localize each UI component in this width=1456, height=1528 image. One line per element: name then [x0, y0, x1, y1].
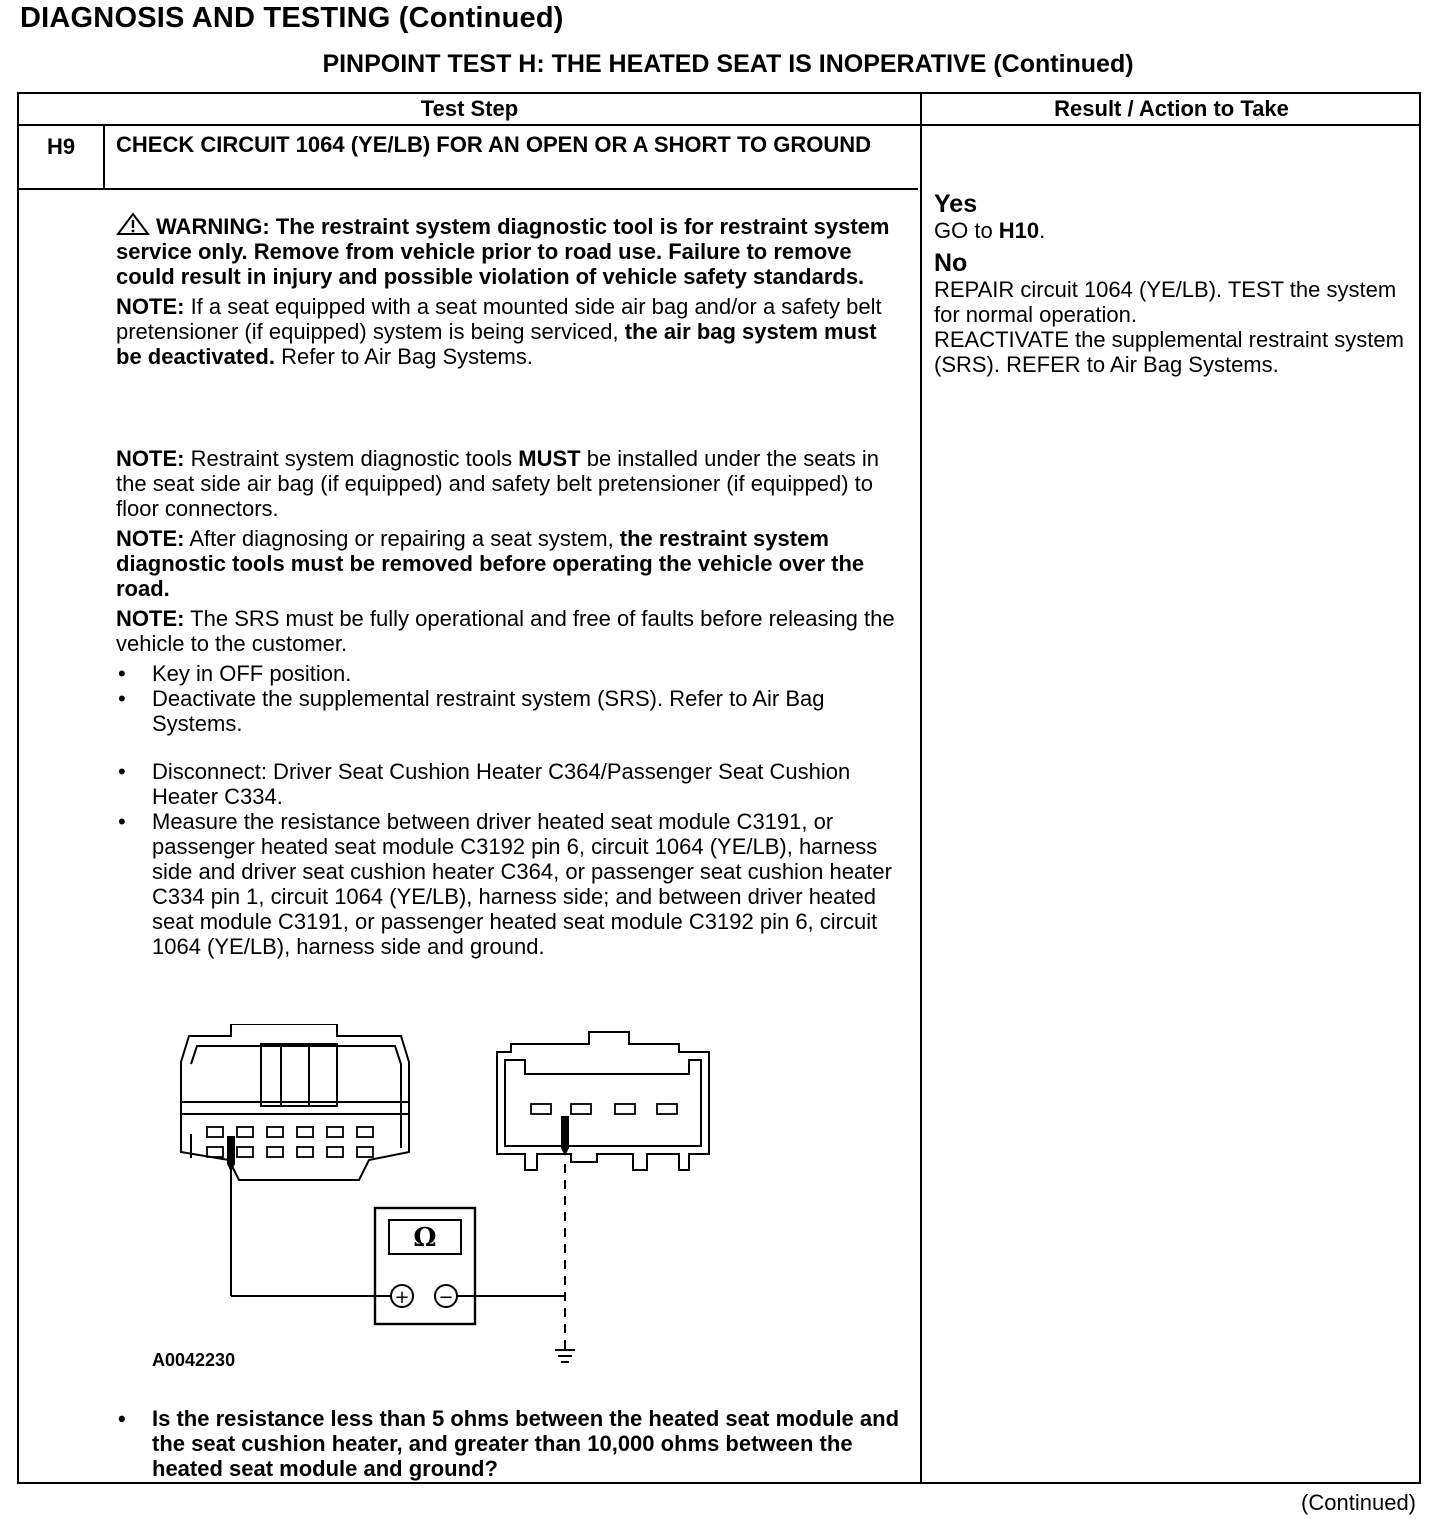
question-block — [116, 1406, 906, 1481]
ground-icon — [555, 1350, 575, 1362]
result-yes-label: Yes — [934, 190, 978, 218]
result-no-label: No — [934, 249, 968, 277]
probe-negative-icon — [561, 1116, 569, 1156]
seat-cushion-heater-connector — [497, 1032, 709, 1170]
page-title: DIAGNOSIS AND TESTING (Continued) — [20, 2, 564, 34]
result-no-action-repair: REPAIR circuit 1064 (YE/LB). TEST the system for normal operation. — [934, 277, 1397, 327]
procedure-list-2 — [116, 759, 906, 959]
note-airbag-deactivation: NOTE: If a seat equipped with a seat mounted side air bag and/or a safety belt pretensioner (if equipped) system is being serviced, the air bag system must be deactivated. Refer to Air Bag Systems. — [116, 294, 882, 369]
note-remove-tools: NOTE: After diagnosing or repairing a seat system, the restraint system diagnostic tools must be removed before operating the vehicle over the road. — [116, 526, 865, 601]
probe-positive-icon — [227, 1136, 235, 1172]
ohm-symbol: Ω — [413, 1223, 437, 1253]
list-item: • Measure the resistance between driver heated seat module C3191, or passenger heated seat module C3192 pin 6, circuit 1064 (YE/LB), harness side and driver seat cushion heater C364, or passenger seat cushion heater C334 pin 1, circuit 1064 (YE/LB), harness side; and between driver heated seat module C3191, or passenger heated seat module C3192 pin 6, circuit 1064 (YE/LB), harness side and ground. — [116, 809, 906, 959]
list-item: • Disconnect: Driver Seat Cushion Heater C364/Passenger Seat Cushion Heater C334. — [116, 759, 906, 809]
step-title-divider — [19, 188, 918, 190]
result-column — [934, 190, 1420, 377]
result-no-action-reactivate: REACTIVATE the supplemental restraint system (SRS). REFER to Air Bag Systems. — [934, 327, 1404, 377]
result-yes-action: GO to H10. — [934, 218, 1046, 243]
warning-text: WARNING: The restraint system diagnostic tool is for restraint system service only. Remove from vehicle prior to road use. Failure to remove could result in injury and possible violation of vehicle safety standards. — [116, 214, 890, 289]
step-id-divider — [103, 126, 105, 190]
minus-terminal-label: − — [438, 1287, 454, 1308]
continued-label: (Continued) — [1301, 1490, 1416, 1515]
heated-seat-module-connector — [181, 1024, 409, 1180]
header-divider — [19, 124, 1419, 126]
column-header-result: Result / Action to Take — [1054, 96, 1289, 121]
step-title: CHECK CIRCUIT 1064 (YE/LB) FOR AN OPEN OR A SHORT TO GROUND — [116, 132, 871, 157]
warning-block — [116, 212, 906, 374]
pinpoint-test-title: PINPOINT TEST H: THE HEATED SEAT IS INOPERATIVE (Continued) — [322, 50, 1134, 78]
note-diagnostic-tools: NOTE: Restraint system diagnostic tools MUST be installed under the seats in the seat side air bag (if equipped) and safety belt pretensioner (if equipped) to floor connectors. — [116, 446, 880, 521]
goto-h10-link[interactable]: H10 — [998, 218, 1040, 243]
figure-id: A0042230 — [152, 1350, 236, 1370]
notes-block — [116, 446, 906, 736]
procedure-list-1 — [116, 661, 906, 736]
column-divider — [920, 94, 922, 1482]
column-header-test-step: Test Step — [420, 96, 519, 121]
question-list — [116, 1406, 906, 1481]
step-id: H9 — [46, 134, 76, 159]
step-question: • Is the resistance less than 5 ohms between the heated seat module and the seat cushion heater, and greater than 10,000 ohms between the heated seat module and ground? — [116, 1406, 906, 1481]
connector-measurement-diagram — [169, 1024, 769, 1364]
procedure-block — [116, 759, 906, 959]
test-table — [17, 92, 1421, 1484]
list-item: • Deactivate the supplemental restraint system (SRS). Refer to Air Bag Systems. — [116, 686, 906, 736]
list-item: • Key in OFF position. — [116, 661, 906, 686]
plus-terminal-label: + — [394, 1287, 410, 1308]
note-srs-operational: NOTE: The SRS must be fully operational and free of faults before releasing the vehicle to the customer. — [116, 606, 895, 656]
warning-triangle-icon — [116, 212, 150, 236]
